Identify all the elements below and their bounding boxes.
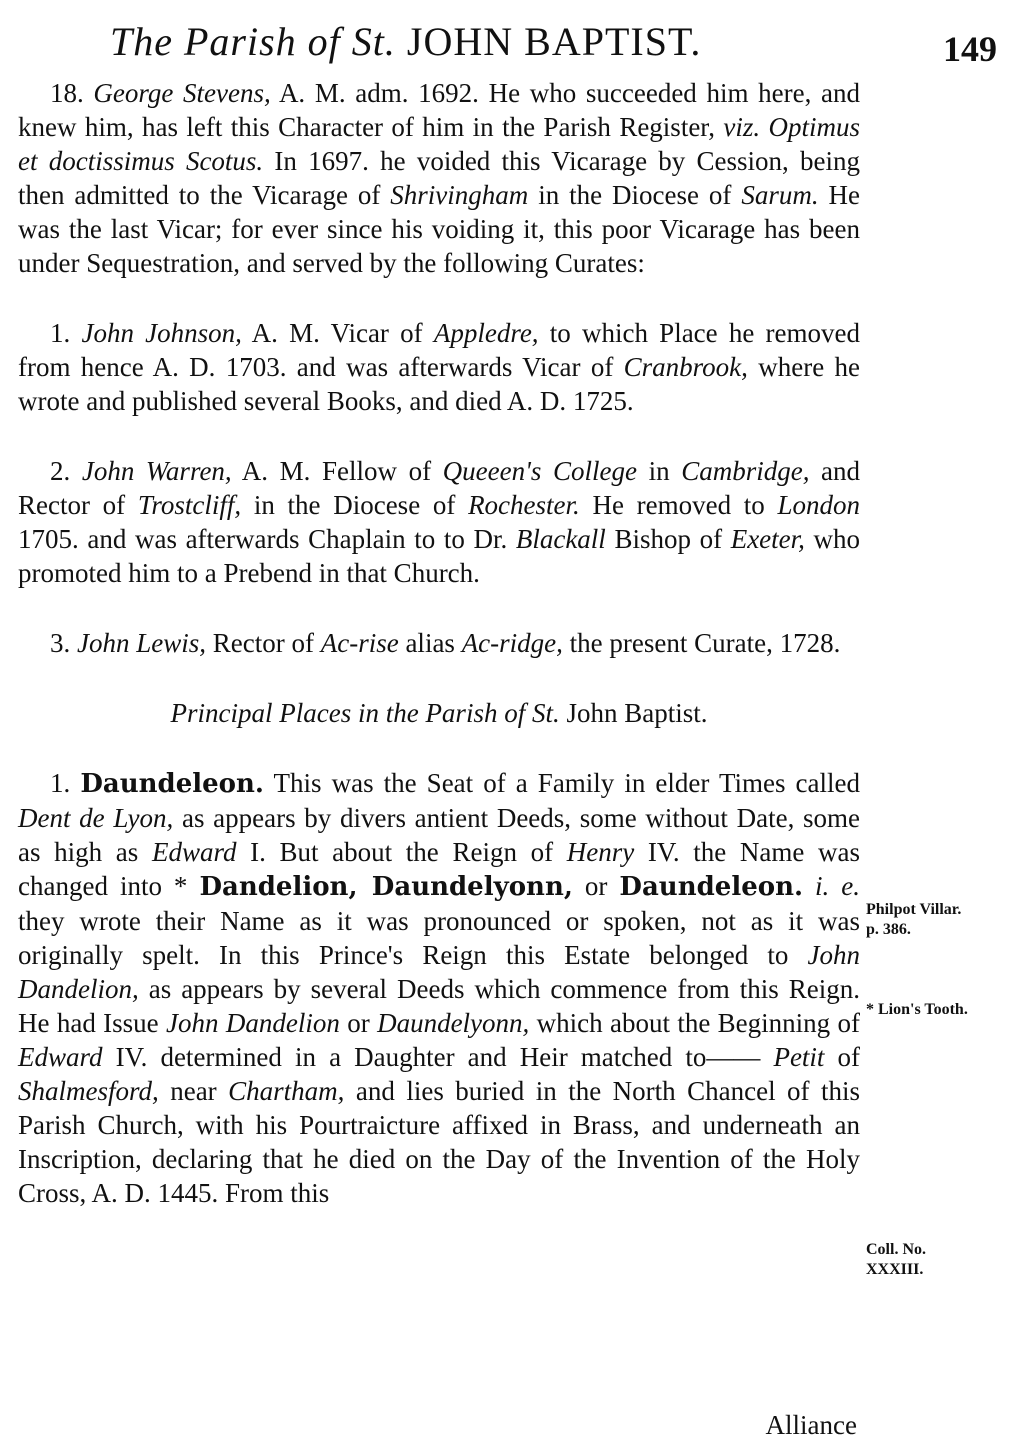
margin-note-philpot: Philpot Villar. p. 386. xyxy=(866,901,962,938)
text: or xyxy=(347,1008,370,1038)
text: A. M. Vicar of xyxy=(251,318,423,348)
text-italic: i. e. xyxy=(815,871,861,901)
text: IV. the Name was changed into * xyxy=(18,837,861,901)
person-name: Dent de Lyon, xyxy=(18,803,174,833)
entry-number: 1. xyxy=(50,768,71,798)
place-name: Appledre, xyxy=(433,318,539,348)
text: I. But about the Reign of xyxy=(250,837,554,867)
text: Rector of xyxy=(212,628,314,658)
place-name: Ac-rise xyxy=(320,628,399,658)
person-name: George Stevens, xyxy=(93,78,271,108)
margin-note-lions-tooth: * Lion's Tooth. xyxy=(866,1001,968,1018)
text: in the Diocese of xyxy=(253,490,456,520)
place-name: Trostcliff, xyxy=(137,490,242,520)
text: near xyxy=(170,1076,217,1106)
blackletter-name: Dandelion, Daundelyonn, xyxy=(199,872,573,902)
text: to which Place he removed from hence A. D. 1703. and was afterwards Vicar of xyxy=(18,318,861,382)
blackletter-name: Daundeleon. xyxy=(80,769,264,799)
text: A. M. adm. 1692. He who succeeded him here, and knew him, has left this Character of him in the Parish Register, xyxy=(18,78,860,142)
entry-number: 18. xyxy=(50,78,84,108)
entry-18 xyxy=(18,76,860,280)
place-name: Shalmesford, xyxy=(18,1076,159,1106)
king-name: Edward xyxy=(151,837,237,867)
curate-3 xyxy=(18,626,860,660)
text: IV. determined in a Daughter and Heir matched to—— xyxy=(115,1042,761,1072)
entry-number: 3. xyxy=(50,628,71,658)
person-name: Blackall xyxy=(515,524,606,554)
place-name: Cranbrook, xyxy=(623,352,748,382)
king-name: Henry xyxy=(566,837,635,867)
blackletter-name: Daundeleon. xyxy=(619,872,804,902)
text: in xyxy=(648,456,670,486)
margin-note-collection: Coll. No. XXXIII. xyxy=(866,1241,926,1278)
person-name: John Dandelion xyxy=(166,1008,340,1038)
text: Bishop of xyxy=(614,524,723,554)
text: This was the Seat of a Family in elder Times called xyxy=(273,768,860,798)
text: in the Diocese of xyxy=(538,180,732,210)
text: where he wrote and published several Books, and died A. D. 1725. xyxy=(18,352,860,416)
person-name: Petit xyxy=(773,1042,825,1072)
text: 1705. and was afterwards Chaplain to to Dr. xyxy=(18,524,508,554)
text: which about the Beginning of xyxy=(536,1008,861,1038)
text-italic: viz. xyxy=(723,112,761,142)
place-name: Sarum. xyxy=(741,180,819,210)
text: He removed to xyxy=(592,490,765,520)
king-name: Edward xyxy=(18,1042,103,1072)
place-entry-1 xyxy=(18,766,860,1210)
section-heading xyxy=(18,696,860,730)
text: they wrote their Name as it was pronounced or spoken, not as it was originally spelt. In this Prince's Reign this Estate belonged to xyxy=(18,906,860,970)
place-name: Ac-ridge, xyxy=(461,628,563,658)
place-name: Exeter, xyxy=(730,524,805,554)
page-body xyxy=(18,76,860,1246)
text: who promoted him to a Prebend in that Church. xyxy=(18,524,861,588)
place-name: Cambridge, xyxy=(681,456,810,486)
section-heading-italic: Principal Places in the Parish of St. xyxy=(170,698,560,728)
person-name: John Johnson, xyxy=(81,318,242,348)
running-header xyxy=(110,18,790,66)
curate-1 xyxy=(18,316,860,418)
catchword: Alliance xyxy=(765,1410,857,1440)
text: as appears by several Deeds which commence from this Reign. He had Issue xyxy=(18,974,861,1038)
entry-number: 1. xyxy=(50,318,71,348)
latin-quote: Optimus et doctissimus Scotus. xyxy=(18,112,861,176)
text: the present Curate, 1728. xyxy=(569,628,841,658)
entry-number: 2. xyxy=(50,456,71,486)
text: of xyxy=(837,1042,861,1072)
place-name: Chartham, xyxy=(228,1076,345,1106)
header-title-italic: The Parish of St. xyxy=(110,19,396,64)
person-name: Daundelyonn, xyxy=(377,1008,530,1038)
text: and Rector of xyxy=(18,456,861,520)
college-name: Queeen's College xyxy=(442,456,637,486)
header-title-caps: JOHN BAPTIST. xyxy=(406,19,702,64)
page-number: 149 xyxy=(943,29,997,69)
person-name: John Lewis, xyxy=(77,628,207,658)
text: or xyxy=(584,871,608,901)
place-name: Shrivingham xyxy=(390,180,529,210)
person-name: John Warren, xyxy=(81,456,232,486)
text: and lies buried in the North Chancel of this Parish Church, with his Pourtraicture affixed in Brass, and underneath an Inscription, declaring that he died on the Day of the Invention of the Holy Cross, A. D. 1445. From this xyxy=(18,1076,861,1208)
person-name: John Dandelion, xyxy=(18,940,860,1004)
text: He was the last Vicar; for ever since his voiding it, this poor Vicarage has been under Sequestration, and served by the following Curates: xyxy=(18,180,860,278)
place-name: London xyxy=(777,490,861,520)
text: In 1697. he voided this Vicarage by Cession, being then admitted to the Vicarage of xyxy=(18,146,860,210)
text: A. M. Fellow of xyxy=(241,456,432,486)
text: alias xyxy=(405,628,455,658)
place-name: Rochester. xyxy=(468,490,580,520)
section-heading-roman: John Baptist. xyxy=(566,698,708,728)
curate-2 xyxy=(18,454,860,590)
text: as appears by divers antient Deeds, some without Date, some as high as xyxy=(18,803,860,867)
